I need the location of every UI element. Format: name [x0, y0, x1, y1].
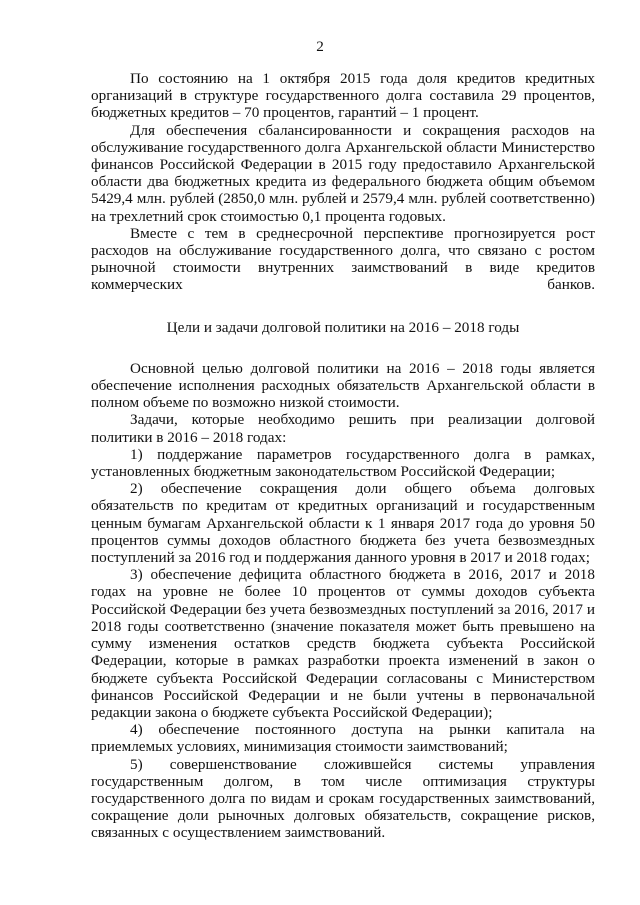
paragraph-main-goal: Основной целью долговой политики на 2016 – 2018 годы является обеспечение исполнения расходных обязательств Архангельской области в полном объеме по возможно низкой стоимости. — [91, 359, 595, 412]
document-content — [91, 70, 595, 842]
paragraph-tasks-intro: Задачи, которые необходимо решить при реализации долговой политики в 2016 – 2018 годах: — [91, 411, 595, 446]
paragraph-budget-loans: Для обеспечения сбалансированности и сокращения расходов на обслуживание государственного долга Архангельской области Министерство финансов Российской Федерации в 2015 году предоставило Архангельской области два бюджетных кредита из федерального бюджета общим объемом 5429,4 млн. рублей (2850,0 млн. рублей и 2579,4 млн. рублей соответственно) на трехлетний срок стоимостью 0,1 процента годовых. — [91, 121, 595, 225]
list-item-task-2: 2) обеспечение сокращения доли общего объема долговых обязательств по кредитам от кредитных организаций и государственным ценным бумагам Архангельской области к 1 января 2017 года до уровня 50 процентов суммы доходов областного бюджета без учета безвозмездных поступлений за 2016 год и поддержания данного уровня в 2017 и 2018 годах; — [91, 480, 595, 567]
paragraph-credit-structure: По состоянию на 1 октября 2015 года доля кредитов кредитных организаций в структуре государственного долга составила 29 процентов, бюджетных кредитов – 70 процентов, гарантий – 1 процент. — [91, 70, 595, 122]
section-heading: Цели и задачи долговой политики на 2016 – 2018 годы — [166, 318, 520, 336]
list-item-task-1: 1) поддержание параметров государственного долга в рамках, установленных бюджетным законодательством Российской Федерации; — [91, 445, 595, 481]
list-item-task-3: 3) обеспечение дефицита областного бюджета в 2016, 2017 и 2018 годах на уровне не более 10 процентов от суммы доходов субъекта Российской Федерации без учета безвозмездных поступлений за 2016, 2017 и 2018 годы соответственно (значение показателя может быть превышено на сумму изменения остатков средств бюджета субъекта Российской Федерации, которые в рамках разработки проекта изменений в закон о бюджете субъекта Российской Федерации согласованы с Министерством финансов Российской Федерации и не были учтены в первоначальной редакции закона о бюджете субъекта Российской Федерации); — [91, 566, 595, 721]
list-item-task-4: 4) обеспечение постоянного доступа на рынки капитала на приемлемых условиях, минимизация стоимости заимствований; — [91, 721, 595, 756]
paragraph-debt-service-growth: Вместе с тем в среднесрочной перспективе прогнозируется рост расходов на обслуживание государственного долга, что связано с ростом рыночной стоимости внутренних заимствований в виде кредитов коммерческих банков. — [91, 224, 595, 294]
page-number: 2 — [316, 38, 324, 55]
list-item-task-5: 5) совершенствование сложившейся системы управления государственным долгом, в том числе оптимизация структуры государственного долга по видам и срокам государственных заимствований, сокращение доли рыночных долговых обязательств, сокращение рисков, связанных с осуществлением заимствований. — [91, 755, 595, 842]
